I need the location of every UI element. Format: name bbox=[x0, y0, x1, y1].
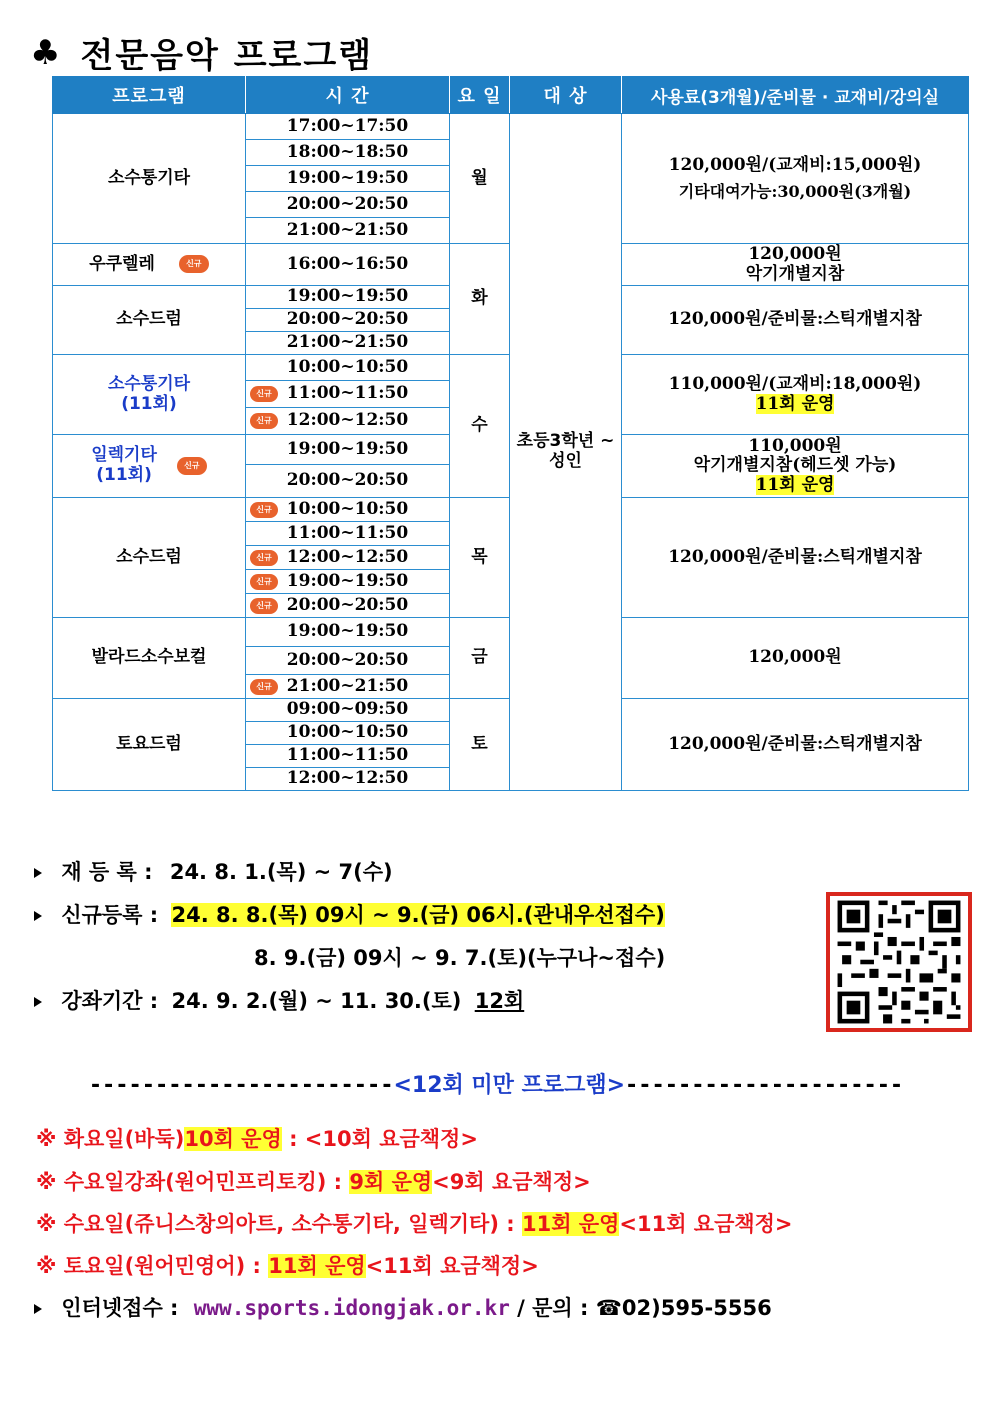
note-item: ※ 화요일(바둑)10회 운영 : <10회 요금책정> bbox=[36, 1127, 478, 1151]
contact-line: 인터넷접수 : www.sports.idongjak.or.kr / 문의 : ☎02)595-5556 bbox=[34, 1292, 772, 1322]
day-cell: 목 bbox=[450, 498, 510, 618]
program-name: 토요드럼 bbox=[53, 699, 246, 791]
program-name: 소수통기타 (11회) bbox=[53, 355, 246, 435]
note-item: ※ 토요일(원어민영어) : 11회 운영<11회 요금책정> bbox=[36, 1254, 539, 1278]
page-title: ♣ 전문음악 프로그램 bbox=[30, 32, 374, 76]
time-cell: 19:00~19:50 bbox=[246, 435, 450, 465]
time-cell: 10:00~10:50 bbox=[246, 722, 450, 745]
time-cell: 11:00~11:50 bbox=[246, 522, 450, 546]
website-link[interactable]: www.sports.idongjak.or.kr bbox=[193, 1296, 510, 1320]
program-name: 일렉기타 (11회) 신규 bbox=[53, 435, 246, 498]
time-cell: 09:00~09:50 bbox=[246, 699, 450, 722]
triangle-bullet-icon bbox=[34, 1304, 42, 1314]
fee-cell: 120,000원/(교재비:15,000원) 기타대여가능:30,000원(3개월) bbox=[622, 114, 969, 244]
program-name: 소수드럼 bbox=[53, 498, 246, 618]
day-cell: 금 bbox=[450, 618, 510, 699]
time-cell: 19:00~19:50 bbox=[246, 286, 450, 309]
club-icon: ♣ bbox=[30, 32, 63, 73]
header-target: 대 상 bbox=[510, 77, 622, 114]
time-cell: 신규 19:00~19:50 bbox=[246, 570, 450, 594]
header-fee: 사용료(3개월)/준비물 · 교재비/강의실 bbox=[622, 77, 969, 114]
time-cell: 신규 21:00~21:50 bbox=[246, 675, 450, 699]
triangle-bullet-icon bbox=[34, 911, 42, 921]
time-cell: 신규 10:00~10:50 bbox=[246, 498, 450, 522]
header-program: 프로그램 bbox=[53, 77, 246, 114]
fee-cell: 120,000원/준비물:스틱개별지참 bbox=[622, 286, 969, 355]
new-badge: 신규 bbox=[177, 457, 207, 475]
new-badge: 신규 bbox=[250, 550, 278, 566]
time-cell: 19:00~19:50 bbox=[246, 618, 450, 647]
fee-cell: 110,000원 악기개별지참(헤드셋 가능) 11회 운영 bbox=[622, 435, 969, 498]
qr-code[interactable] bbox=[826, 892, 972, 1032]
time-cell: 21:00~21:50 bbox=[246, 218, 450, 244]
table-row bbox=[53, 114, 969, 140]
new-badge: 신규 bbox=[250, 574, 278, 590]
time-cell: 20:00~20:50 bbox=[246, 192, 450, 218]
fee-cell: 110,000원/(교재비:18,000원) 11회 운영 bbox=[622, 355, 969, 435]
time-cell: 12:00~12:50 bbox=[246, 768, 450, 791]
course-period: 강좌기간 : 24. 9. 2.(월) ~ 11. 30.(토) 12회 bbox=[34, 985, 524, 1015]
fee-cell: 120,000원 bbox=[622, 618, 969, 699]
triangle-bullet-icon bbox=[34, 868, 42, 878]
fee-cell: 120,000원/준비물:스틱개별지참 bbox=[622, 498, 969, 618]
day-cell: 토 bbox=[450, 699, 510, 791]
time-cell: 11:00~11:50 bbox=[246, 745, 450, 768]
time-cell: 16:00~16:50 bbox=[246, 244, 450, 286]
new-badge: 신규 bbox=[250, 386, 278, 402]
day-cell: 화 bbox=[450, 244, 510, 355]
time-cell: 신규 11:00~11:50 bbox=[246, 381, 450, 408]
program-name: 소수통기타 bbox=[53, 114, 246, 244]
header-time: 시 간 bbox=[246, 77, 450, 114]
program-table bbox=[52, 76, 969, 791]
triangle-bullet-icon bbox=[34, 997, 42, 1007]
time-cell: 20:00~20:50 bbox=[246, 465, 450, 498]
target-cell: 초등3학년 ~성인 bbox=[510, 114, 622, 791]
new-badge: 신규 bbox=[250, 679, 278, 695]
program-name: 우쿠렐레 신규 bbox=[53, 244, 246, 286]
fee-cell: 120,000원/준비물:스틱개별지참 bbox=[622, 699, 969, 791]
new-badge: 신규 bbox=[179, 255, 209, 273]
day-cell: 월 bbox=[450, 114, 510, 244]
header-day: 요 일 bbox=[450, 77, 510, 114]
qr-code-icon bbox=[830, 896, 968, 1028]
new-badge: 신규 bbox=[250, 413, 278, 429]
time-cell: 신규 20:00~20:50 bbox=[246, 594, 450, 618]
note-item: ※ 수요일강좌(원어민프리토킹) : 9회 운영<9회 요금책정> bbox=[36, 1170, 591, 1194]
time-cell: 20:00~20:50 bbox=[246, 647, 450, 675]
new-badge: 신규 bbox=[250, 598, 278, 614]
program-name: 소수드럼 bbox=[53, 286, 246, 355]
note-item: ※ 수요일(쥬니스창의아트, 소수통기타, 일렉기타) : 11회 운영<11회 요금책정> bbox=[36, 1212, 793, 1236]
time-cell: 신규 12:00~12:50 bbox=[246, 546, 450, 570]
re-registration: 재 등 록 : 24. 8. 1.(목) ~ 7(수) bbox=[34, 856, 393, 886]
new-badge: 신규 bbox=[250, 502, 278, 518]
phone-number: ☎02)595-5556 bbox=[595, 1296, 772, 1320]
section-divider: -----------------------<12회 미만 프로그램>--------------------- bbox=[88, 1073, 904, 1098]
time-cell: 10:00~10:50 bbox=[246, 355, 450, 381]
time-cell: 21:00~21:50 bbox=[246, 332, 450, 355]
table-header bbox=[53, 77, 969, 114]
time-cell: 18:00~18:50 bbox=[246, 140, 450, 166]
time-cell: 신규 12:00~12:50 bbox=[246, 408, 450, 435]
time-cell: 20:00~20:50 bbox=[246, 309, 450, 332]
day-cell: 수 bbox=[450, 355, 510, 498]
time-cell: 19:00~19:50 bbox=[246, 166, 450, 192]
time-cell: 17:00~17:50 bbox=[246, 114, 450, 140]
new-registration: 신규등록 : 24. 8. 8.(목) 09시 ~ 9.(금) 06시.(관내우선접수) bbox=[34, 899, 665, 929]
new-registration-2: 8. 9.(금) 09시 ~ 9. 7.(토)(누구나~접수) bbox=[254, 946, 666, 970]
program-name: 발라드소수보컬 bbox=[53, 618, 246, 699]
fee-cell: 120,000원 악기개별지참 bbox=[622, 244, 969, 286]
